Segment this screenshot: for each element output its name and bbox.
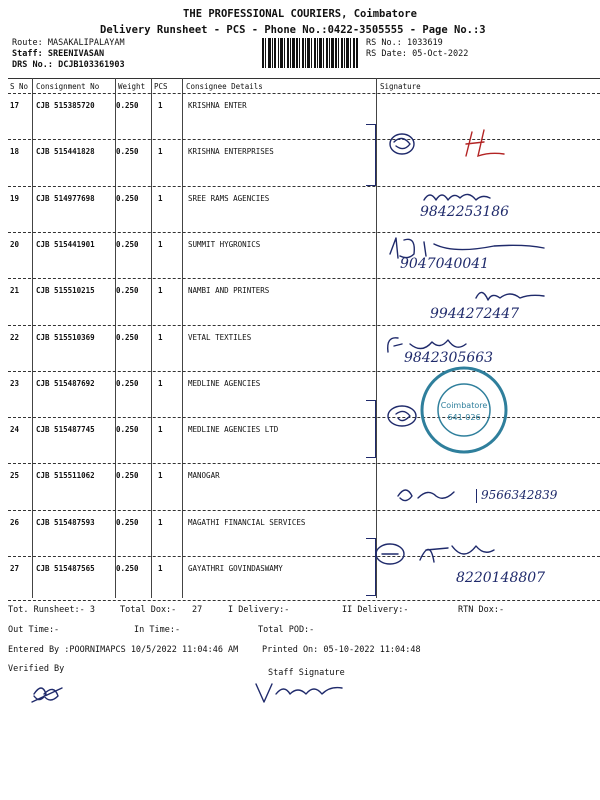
rs-date-line (366, 49, 468, 59)
col-signature: Signature (380, 82, 421, 91)
staff-label: Staff: (12, 49, 43, 59)
footer-rule (8, 600, 600, 601)
staff-signature-ink (250, 676, 360, 706)
cell-sno: 21 (10, 286, 20, 296)
rs-date-value: 05-Oct-2022 (412, 49, 469, 59)
col-pcs: PCS (154, 82, 168, 91)
row-separator (8, 278, 600, 279)
runsheet-subtitle: Delivery Runsheet - PCS - Phone No.:0422-3505555 - Page No.:3 (100, 24, 486, 36)
route-line (12, 38, 125, 48)
row-separator (8, 463, 600, 464)
total-pod: Total POD:- (258, 625, 315, 635)
cell-consignment: CJB 515510215 (36, 286, 95, 296)
company-title: THE PROFESSIONAL COURIERS, Coimbatore (183, 8, 417, 20)
cell-consignee: KRISHNA ENTER (188, 101, 247, 110)
handwritten-phone-27: 8220148807 (456, 570, 546, 586)
cell-consignee: NAMBI AND PRINTERS (188, 286, 270, 296)
cell-pcs: 1 (158, 425, 163, 435)
verified-by-signature (28, 680, 68, 710)
cell-weight: 0.250 (116, 378, 139, 388)
cell-consignment: CJB 515510369 (36, 332, 95, 342)
table-row (8, 327, 600, 373)
drs-value: DCJB103361903 (58, 60, 125, 70)
cell-sno: 24 (10, 425, 20, 435)
cell-consignment: CJB 515441901 (36, 239, 95, 249)
cell-consignment: CJB 515487692 (36, 378, 95, 388)
ii-delivery: II Delivery:- (342, 605, 409, 615)
table-row (8, 188, 600, 234)
table-row (8, 234, 600, 280)
total-dox-value: 27 (192, 605, 203, 615)
cell-sno: 17 (10, 101, 20, 110)
drs-label: DRS No.: (12, 60, 53, 70)
header-top-rule (8, 78, 600, 79)
stamp-line1: Coimbatore (440, 401, 488, 410)
cell-consignment: CJB 514977698 (36, 193, 95, 203)
printed-on: Printed On: 05-10-2022 11:04:48 (262, 645, 421, 655)
cell-consignee: MANOGAR (188, 471, 220, 481)
cell-sno: 27 (10, 564, 20, 573)
cell-consignment: CJB 515487593 (36, 517, 95, 527)
cell-sno: 26 (10, 517, 20, 527)
table-row (8, 373, 600, 419)
cell-weight: 0.250 (116, 286, 139, 296)
cell-pcs: 1 (158, 193, 163, 203)
ink-bracket-1 (366, 124, 376, 186)
cell-sno: 20 (10, 239, 20, 249)
route-value: MASAKALIPALAYAM (47, 38, 125, 48)
handwritten-phone-21: 9944272447 (430, 306, 520, 322)
handwritten-phone-25: 9566342839 (481, 488, 558, 502)
route-label: Route: (12, 38, 43, 48)
cell-pcs: 1 (158, 378, 163, 388)
handwritten-phone-20: 9047040041 (400, 256, 490, 272)
verified-by: Verified By (8, 664, 65, 674)
rs-no-label: RS No.: (366, 38, 402, 48)
drs-line (12, 60, 125, 70)
stamp-line2: 641 026 (447, 413, 481, 422)
cell-pcs: 1 (158, 286, 163, 296)
row-separator (8, 371, 600, 372)
staff-line (12, 49, 104, 59)
cell-consignment: CJB 515487745 (36, 425, 95, 435)
cell-consignment: CJB 515385720 (36, 101, 95, 110)
cell-pcs: 1 (158, 101, 163, 110)
out-time: Out Time:- (8, 625, 60, 635)
cell-pcs: 1 (158, 239, 163, 249)
row-separator (8, 556, 600, 557)
header-bottom-rule (8, 93, 600, 94)
cell-sno: 19 (10, 193, 20, 203)
tot-runsheet: Tot. Runsheet:- 3 (8, 605, 95, 615)
cell-weight: 0.250 (116, 147, 139, 157)
ink-bracket-2 (366, 400, 376, 458)
col-consignment: Consignment No (36, 82, 100, 91)
ink-bracket-3 (366, 538, 376, 596)
cell-consignee: MEDLINE AGENCIES LTD (188, 425, 279, 435)
cell-weight: 0.250 (116, 193, 139, 203)
cell-pcs: 1 (158, 517, 163, 527)
cell-pcs: 1 (158, 471, 163, 481)
rs-no-line (366, 38, 443, 48)
row-separator (8, 510, 600, 511)
cell-weight: 0.250 (116, 471, 139, 481)
rs-date-label: RS Date: (366, 49, 407, 59)
cell-consignment: CJB 515487565 (36, 564, 95, 573)
company-stamp (418, 364, 510, 456)
cell-weight: 0.250 (116, 332, 139, 342)
cell-sno: 22 (10, 332, 20, 342)
cell-consignee: GAYATHRI GOVINDASWAMY (188, 564, 283, 573)
handwritten-phone-19: 9842253186 (420, 204, 510, 220)
staff-signature-label: Staff Signature (268, 668, 345, 678)
cell-consignee: SREE RAMS AGENCIES (188, 193, 270, 203)
table-row (8, 95, 600, 141)
entered-by: Entered By :POORNIMAPCS 10/5/2022 11:04:46 AM (8, 645, 239, 655)
cell-consignee: MAGATHI FINANCIAL SERVICES (188, 517, 306, 527)
cell-sno: 18 (10, 147, 20, 157)
row-separator (8, 325, 600, 326)
rs-no-value: 1033619 (406, 38, 443, 48)
total-dox-label: Total Dox:- (120, 605, 177, 615)
i-delivery: I Delivery:- (228, 605, 290, 615)
cell-consignee: SUMMIT HYGRONICS (188, 239, 261, 249)
cell-weight: 0.250 (116, 101, 139, 110)
cell-consignee: VETAL TEXTILES (188, 332, 252, 342)
staff-value: SREENIVASAN (47, 49, 105, 59)
col-sno: S No (10, 82, 29, 91)
col-weight: Weight (118, 82, 146, 91)
row-separator (8, 186, 600, 187)
cell-sno: 23 (10, 378, 20, 388)
in-time: In Time:- (134, 625, 181, 635)
row-separator (8, 139, 600, 140)
cell-pcs: 1 (158, 147, 163, 157)
cell-consignee: KRISHNA ENTERPRISES (188, 147, 274, 157)
cell-weight: 0.250 (116, 517, 139, 527)
cell-consignment: CJB 515441828 (36, 147, 95, 157)
cell-sno: 25 (10, 471, 20, 481)
cell-weight: 0.250 (116, 239, 139, 249)
row-separator (8, 417, 600, 418)
cell-pcs: 1 (158, 332, 163, 342)
cell-weight: 0.250 (116, 564, 139, 573)
table-row (8, 512, 600, 558)
col-consignee: Consignee Details (186, 82, 263, 91)
table-row (8, 419, 600, 465)
row-separator (8, 232, 600, 233)
cell-consignee: MEDLINE AGENCIES (188, 378, 261, 388)
rtn-dox: RTN Dox:- (458, 605, 505, 615)
barcode (262, 38, 358, 68)
cell-consignment: CJB 515511062 (36, 471, 95, 481)
handwritten-phone-22: 9842305663 (404, 350, 494, 366)
cell-weight: 0.250 (116, 425, 139, 435)
table-row (8, 141, 600, 187)
cell-pcs: 1 (158, 564, 163, 573)
handwritten-note-25 (476, 488, 557, 503)
